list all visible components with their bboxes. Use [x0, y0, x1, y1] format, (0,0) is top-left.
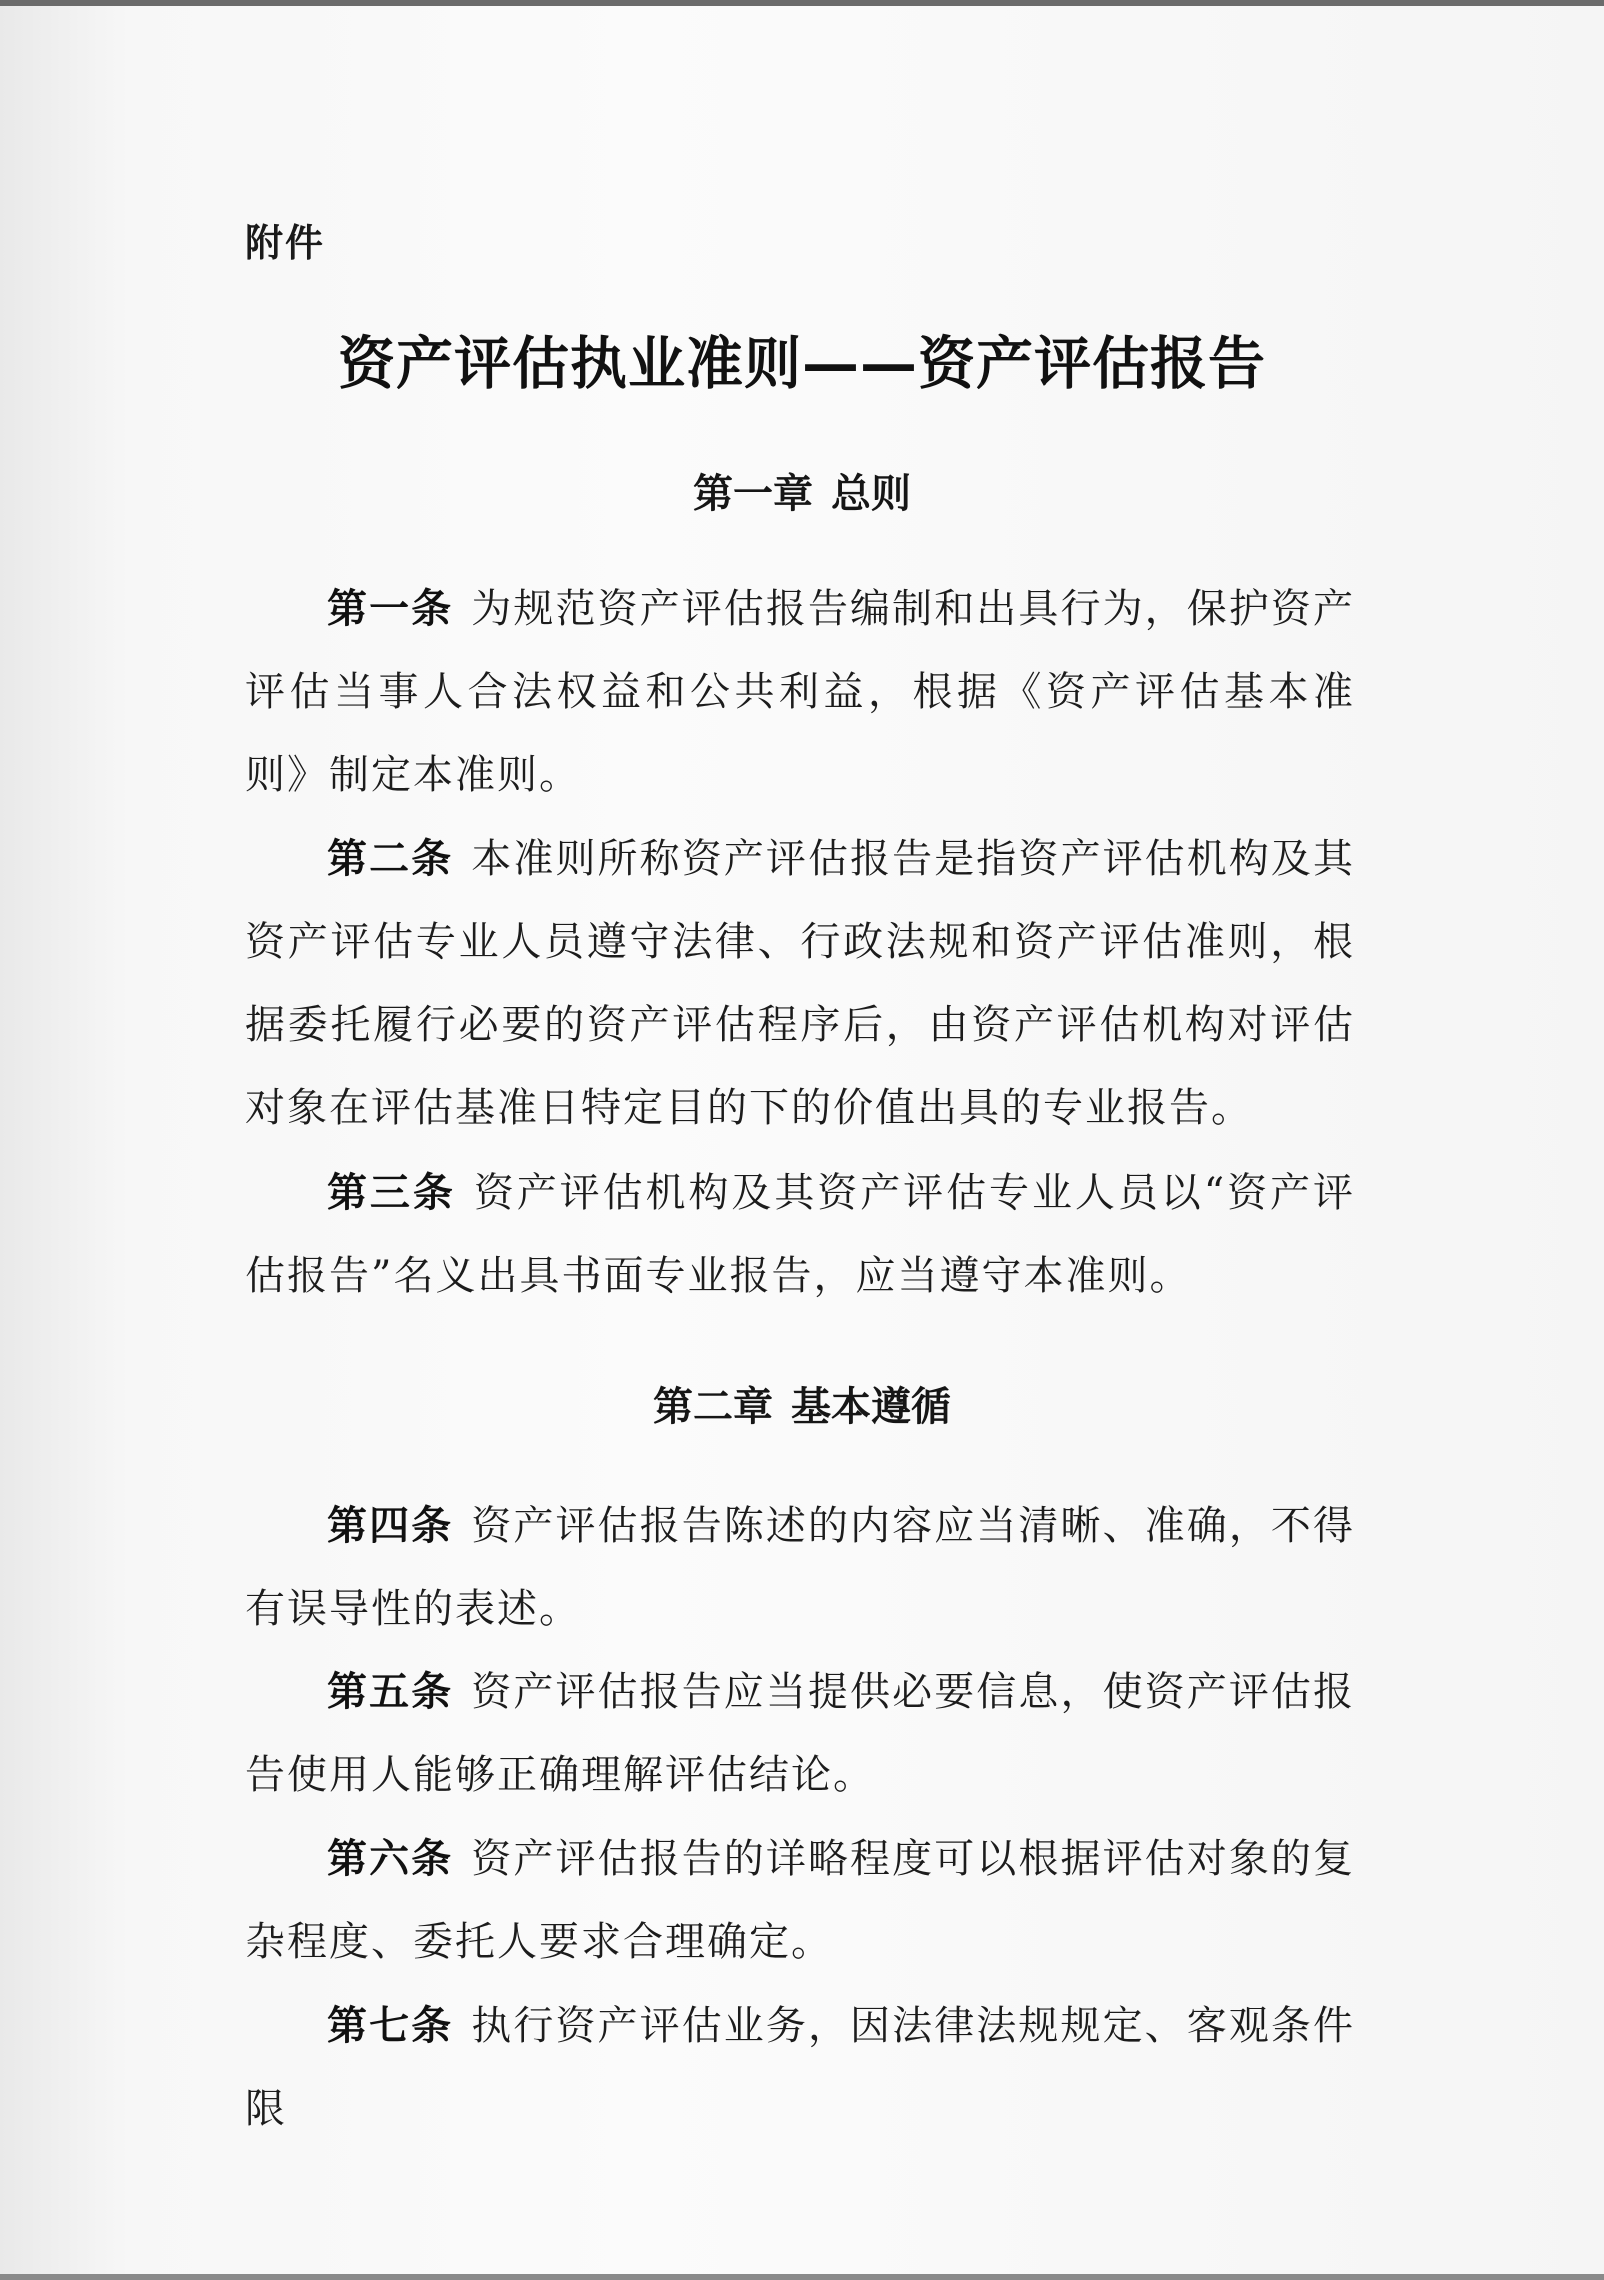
article-4 — [245, 1485, 1355, 1651]
article-label: 第一条 — [327, 586, 454, 632]
chapter-heading-2 — [0, 1375, 1604, 1432]
article-3 — [245, 1152, 1355, 1318]
article-label: 第五条 — [327, 1669, 454, 1715]
chapter-number: 第一章 — [693, 471, 813, 517]
article-text: 资产评估报告的详略程度可以根据评估对象的复杂程度、委托人要求合理确定。 — [245, 1836, 1356, 1965]
article-text: 资产评估报告应当提供必要信息，使资产评估报告使用人能够正确理解评估结论。 — [245, 1669, 1356, 1798]
chapter-name: 基本遵循 — [791, 1384, 951, 1430]
article-label: 第四条 — [327, 1503, 454, 1549]
article-5 — [245, 1651, 1355, 1817]
chapter-number: 第二章 — [653, 1384, 773, 1430]
article-7 — [245, 1985, 1355, 2151]
article-label: 第二条 — [327, 836, 454, 882]
scan-top-edge — [0, 0, 1604, 6]
chapter-heading-1 — [0, 462, 1604, 519]
article-text: 本准则所称资产评估报告是指资产评估机构及其资产评估专业人员遵守法律、行政法规和资产评估准则，根据委托履行必要的资产评估程序后，由资产评估机构对评估对象在评估基准日特定目的下的价值出具的专业报告。 — [245, 836, 1356, 1131]
article-label: 第六条 — [327, 1836, 454, 1882]
article-2 — [245, 818, 1355, 1150]
scan-bottom-edge — [0, 2274, 1604, 2280]
article-text: 为规范资产评估报告编制和出具行为，保护资产评估当事人合法权益和公共利益，根据《资产评估基本准则》制定本准则。 — [245, 586, 1356, 798]
article-text: 资产评估机构及其资产评估专业人员以“资产评估报告”名义出具书面专业报告，应当遵守本准则。 — [245, 1170, 1355, 1299]
article-text: 执行资产评估业务，因法律法规规定、客观条件限 — [245, 2003, 1356, 2132]
article-label: 第七条 — [327, 2003, 454, 2049]
article-6 — [245, 1818, 1355, 1984]
article-label: 第三条 — [327, 1170, 456, 1216]
document-title: 资产评估执业准则——资产评估报告 — [338, 330, 1266, 397]
article-1 — [245, 568, 1355, 817]
attachment-label: 附件 — [245, 221, 326, 265]
chapter-name: 总则 — [831, 471, 911, 517]
article-text: 资产评估报告陈述的内容应当清晰、准确，不得有误导性的表述。 — [245, 1503, 1356, 1632]
